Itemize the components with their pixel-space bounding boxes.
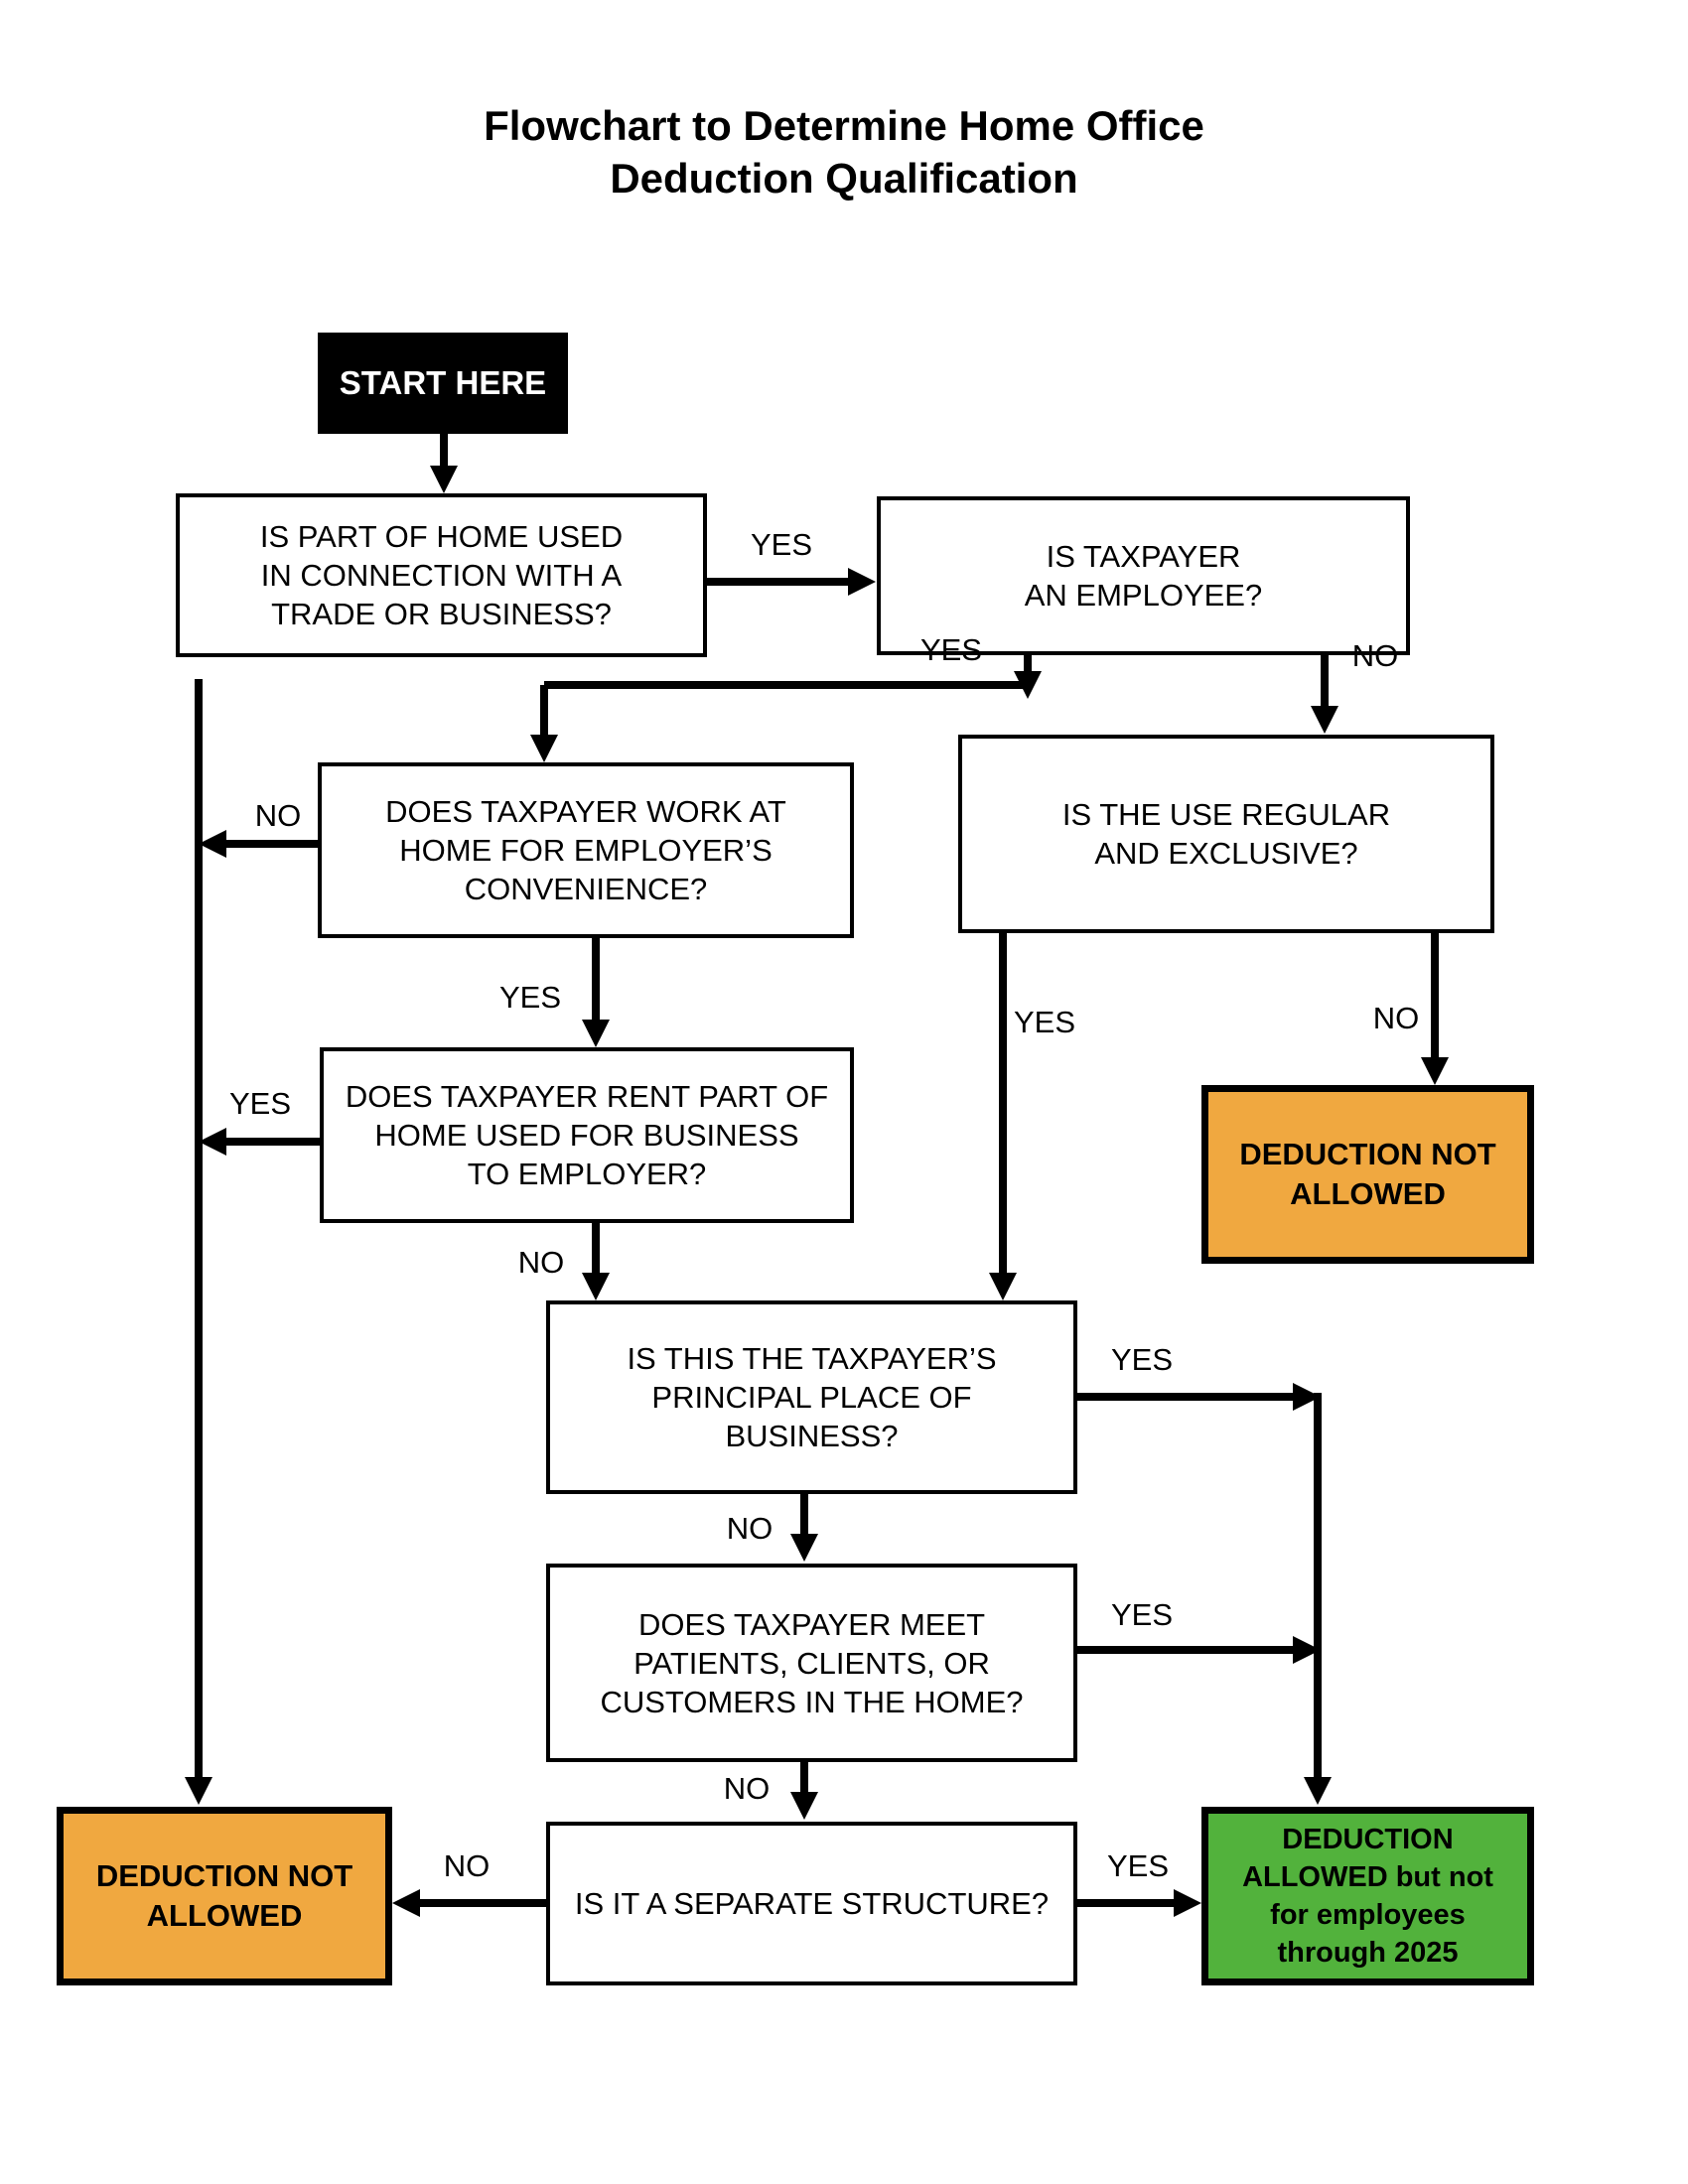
allowed-line1: DEDUCTION — [1282, 1824, 1454, 1855]
node-start-here — [318, 333, 568, 434]
q7-line1: DOES TAXPAYER MEET — [637, 1606, 986, 1642]
node-question-taxpayer-employee — [877, 496, 1410, 655]
page-title-line2: Deduction Qualification — [610, 155, 1078, 202]
edge-q5-yes-line — [226, 1138, 320, 1146]
label-q8-no: NO — [443, 1848, 491, 1883]
edge-q5-no-line — [592, 1223, 600, 1273]
edge-q6-no-arrowhead-down-icon — [790, 1534, 818, 1562]
node-deduction-not-allowed-left — [57, 1807, 392, 1985]
denied-right-line2: ALLOWED — [1290, 1176, 1446, 1211]
q6-line3: BUSINESS? — [725, 1419, 899, 1453]
edge-q1-yes-line — [707, 578, 848, 586]
edge-q7-no-line — [800, 1762, 808, 1794]
q2-line2: AN EMPLOYEE? — [1024, 578, 1263, 613]
q5-line2: HOME USED FOR BUSINESS — [374, 1118, 799, 1153]
q2-line1: IS TAXPAYER — [1046, 539, 1241, 574]
label-q2-yes: YES — [919, 632, 983, 667]
edge-q2-yes-horizontal-line — [544, 681, 1028, 689]
edge-q8-yes-line — [1077, 1899, 1174, 1907]
edge-q6-no-line — [800, 1494, 808, 1536]
q7-line2: PATIENTS, CLIENTS, OR — [633, 1645, 990, 1681]
q5-line1: DOES TAXPAYER RENT PART OF — [345, 1079, 829, 1114]
yes-join-rail-arrowhead-down-icon — [1304, 1777, 1332, 1805]
edge-q6-yes-line — [1077, 1393, 1293, 1401]
label-q7-yes: YES — [1110, 1597, 1174, 1632]
edge-q4-yes-line — [592, 938, 600, 1020]
label-q5-no: NO — [517, 1245, 565, 1280]
node-question-regular-exclusive — [958, 735, 1494, 933]
q4-line2: HOME FOR EMPLOYER’S — [399, 833, 773, 868]
edge-q3-no-arrowhead-down-icon — [1421, 1057, 1449, 1085]
edge-q3-no-line — [1431, 933, 1439, 1059]
edge-start-to-q1-arrowhead-down-icon — [430, 466, 458, 493]
yes-join-rail-line — [1314, 1393, 1322, 1779]
q1-line2: IN CONNECTION WITH A — [260, 558, 623, 593]
edge-q8-yes-arrowhead-right-icon — [1174, 1889, 1201, 1917]
denied-left-line1: DEDUCTION NOT — [95, 1858, 353, 1893]
start-here-label: START HERE — [339, 364, 547, 401]
edge-q4-no-arrowhead-left-icon — [199, 830, 226, 858]
edge-q2-no-arrowhead-down-icon — [1311, 706, 1338, 734]
q7-line3: CUSTOMERS IN THE HOME? — [600, 1684, 1024, 1719]
edge-q2-yes-vertical-line — [540, 685, 548, 737]
denied-right-line1: DEDUCTION NOT — [1239, 1137, 1496, 1171]
edge-q8-no-arrowhead-left-icon — [392, 1889, 420, 1917]
edge-q2-yes-to-q4-arrowhead-down-icon — [530, 735, 558, 762]
q1-line3: TRADE OR BUSINESS? — [271, 597, 612, 631]
edge-q2-no-line — [1321, 655, 1329, 708]
node-deduction-allowed — [1201, 1807, 1534, 1985]
q8-line1: IS IT A SEPARATE STRUCTURE? — [574, 1886, 1050, 1921]
page-title-line1: Flowchart to Determine Home Office — [484, 102, 1204, 149]
allowed-line4: through 2025 — [1277, 1937, 1459, 1969]
edge-q8-no-line — [420, 1899, 546, 1907]
left-rail-line — [195, 679, 203, 1777]
node-question-separate-structure — [546, 1822, 1077, 1985]
denied-left-line2: ALLOWED — [146, 1898, 303, 1933]
q4-line1: DOES TAXPAYER WORK AT — [385, 794, 786, 829]
label-q6-yes: YES — [1110, 1342, 1174, 1377]
label-q3-yes: YES — [1013, 1005, 1076, 1039]
node-question-work-at-home-convenience — [318, 762, 854, 938]
label-q8-yes: YES — [1106, 1848, 1170, 1883]
edge-start-to-q1-line — [440, 432, 448, 467]
q4-line3: CONVENIENCE? — [464, 872, 708, 906]
node-question-part-of-home-used — [176, 493, 707, 657]
q6-line1: IS THIS THE TAXPAYER’S — [627, 1341, 997, 1376]
edge-q7-no-arrowhead-down-icon — [790, 1792, 818, 1820]
q3-line1: IS THE USE REGULAR — [1061, 797, 1391, 832]
edge-q5-no-arrowhead-down-icon — [582, 1273, 610, 1300]
label-q3-no: NO — [1372, 1001, 1420, 1035]
label-q6-no: NO — [726, 1511, 774, 1546]
label-q2-no: NO — [1351, 638, 1399, 673]
edge-q4-no-line — [226, 840, 318, 848]
label-q4-yes: YES — [498, 980, 562, 1015]
edge-q3-yes-arrowhead-down-icon — [989, 1273, 1017, 1300]
node-question-principal-place-of-business — [546, 1300, 1077, 1494]
node-question-rent-part-of-home — [320, 1047, 854, 1223]
q1-line1: IS PART OF HOME USED — [259, 519, 624, 554]
label-q5-yes: YES — [228, 1086, 292, 1121]
q3-line2: AND EXCLUSIVE? — [1094, 836, 1358, 871]
q6-line2: PRINCIPAL PLACE OF — [651, 1380, 972, 1415]
page-title — [0, 99, 1688, 205]
allowed-line3: for employees — [1270, 1899, 1466, 1931]
label-q4-no: NO — [254, 798, 302, 833]
edge-q3-yes-line — [999, 933, 1007, 1275]
node-deduction-not-allowed-right — [1201, 1085, 1534, 1264]
edge-q4-yes-arrowhead-down-icon — [582, 1020, 610, 1047]
left-rail-arrowhead-down-icon — [185, 1777, 212, 1805]
node-question-meet-patients-clients — [546, 1564, 1077, 1762]
allowed-line2: ALLOWED but not — [1242, 1861, 1493, 1893]
label-q1-yes: YES — [750, 527, 813, 562]
q5-line3: TO EMPLOYER? — [467, 1157, 707, 1191]
label-q7-no: NO — [723, 1771, 771, 1806]
edge-q7-yes-line — [1077, 1646, 1293, 1654]
edge-q5-yes-arrowhead-left-icon — [199, 1128, 226, 1156]
edge-q1-yes-arrowhead-right-icon — [848, 568, 876, 596]
